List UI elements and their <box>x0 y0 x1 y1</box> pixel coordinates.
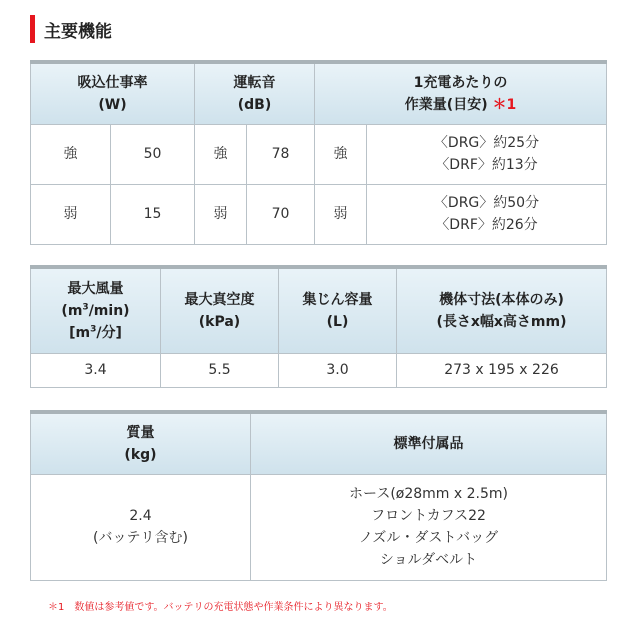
airflow-value: 3.4 <box>31 353 161 387</box>
mass-accessories-table <box>30 410 607 581</box>
list-item: ホース(ø28mm x 2.5m) <box>349 486 508 502</box>
header-max-vacuum: 最大真空度 (kPa) <box>161 267 279 353</box>
accessories-list <box>251 474 607 580</box>
suction-value: 15 <box>111 184 195 244</box>
list-item: ショルダベルト <box>379 552 478 568</box>
section-title: 主要機能 <box>44 21 112 42</box>
heading-accent-bar <box>30 15 35 43</box>
section-heading <box>30 14 112 44</box>
header-suction: 吸込仕事率 (W) <box>31 62 195 124</box>
list-item: フロントカフス22 <box>371 508 486 524</box>
specs-table <box>30 265 607 388</box>
mode-label: 強 <box>31 124 111 184</box>
header-work-amount: 1充電あたりの 作業量(目安) ＊1 <box>315 62 607 124</box>
mass-value: 2.4 (バッテリ含む) <box>31 474 251 580</box>
table-row <box>31 353 607 387</box>
suction-value: 50 <box>111 124 195 184</box>
vacuum-value: 5.5 <box>161 353 279 387</box>
table-row <box>31 184 607 244</box>
performance-table <box>30 60 607 245</box>
table-row <box>31 124 607 184</box>
work-amount-value: 〈DRG〉約50分 〈DRF〉約26分 <box>367 184 607 244</box>
mode-label: 強 <box>195 124 247 184</box>
header-mass: 質量 (kg) <box>31 412 251 474</box>
table-row <box>31 474 607 580</box>
mode-label: 弱 <box>31 184 111 244</box>
mode-label: 強 <box>315 124 367 184</box>
header-accessories: 標準付属品 <box>251 412 607 474</box>
header-max-airflow: 最大風量 $(m^3/\min)$ [$m^3/$分] <box>31 267 161 353</box>
dimensions-value: 273 x 195 x 226 <box>397 353 607 387</box>
mode-label: 弱 <box>195 184 247 244</box>
footnote: ＊1 数値は参考値です。バッテリの充電状態や作業条件により異なります。 <box>48 602 393 613</box>
list-item: ノズル・ダストバッグ <box>358 530 499 546</box>
header-noise: 運転音 (dB) <box>195 62 315 124</box>
noise-value: 78 <box>247 124 315 184</box>
work-amount-value: 〈DRG〉約25分 〈DRF〉約13分 <box>367 124 607 184</box>
footnote-mark: ＊1 <box>492 96 517 113</box>
noise-value: 70 <box>247 184 315 244</box>
header-dimensions: 機体寸法(本体のみ) (長さx幅x高さmm) <box>397 267 607 353</box>
header-dust-capacity: 集じん容量 (L) <box>279 267 397 353</box>
dust-capacity-value: 3.0 <box>279 353 397 387</box>
mode-label: 弱 <box>315 184 367 244</box>
